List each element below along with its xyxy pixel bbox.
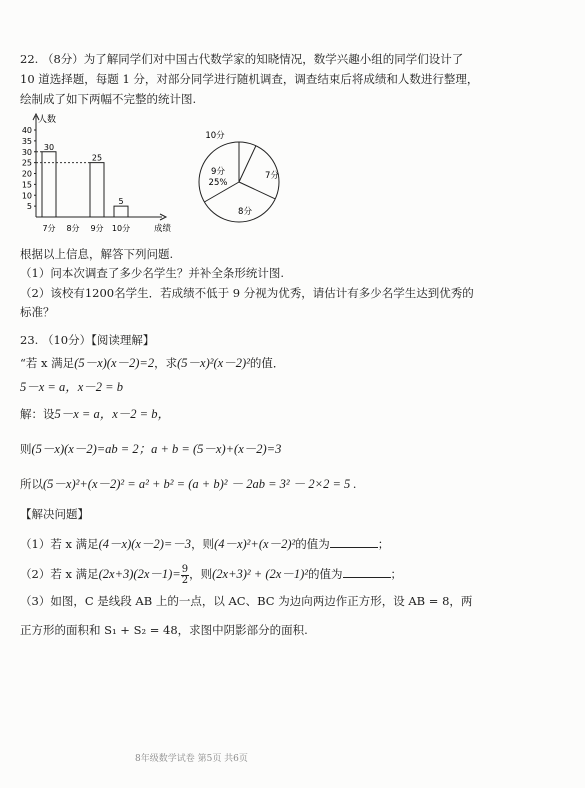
pie-slice-percent: 25% (208, 178, 228, 188)
y-tick-label: 5 (26, 202, 32, 212)
q23-ex-e: 的值． (249, 356, 285, 370)
x-tick-label: 10分 (111, 224, 131, 233)
q22-sub-1: （1）问本次调查了多少名学生？并补全条形统计图. (20, 266, 284, 280)
pie-chart (194, 124, 294, 238)
q23-so-line (20, 477, 357, 492)
y-tick-label: 25 (21, 158, 32, 168)
fraction (181, 565, 189, 586)
q22-line-2: 10 道选择题，每题 1 分，对部分同学进行随机调查，调查结束后将成绩和人数进行整理， (20, 72, 479, 86)
q23-then-a: 则 (20, 442, 32, 456)
bar-data-label: 5 (118, 197, 124, 207)
q22-sub-2b: 标准？ (20, 305, 55, 319)
x-axis-label: 成绩 (154, 224, 172, 234)
q23-so-b: (5－x)²+(x－2)² = a² + b² = (a + b)² － 2ab = 3² － 2×2 = 5 . (43, 477, 357, 491)
q23-ex-b: (5－x)(x－2)=2 (74, 356, 155, 370)
y-axis-label: 人数 (38, 115, 57, 125)
q23-example-line (20, 356, 284, 371)
q23-p1-f: ； (377, 537, 390, 551)
pie-slice-label: 7分 (265, 171, 279, 181)
bar (114, 206, 128, 217)
q23-ex-d: (5－x)²(x－2)² (177, 356, 250, 370)
q23-p2-d: (2x+3)² + (2x－1)² (212, 567, 308, 581)
q23-part-3: （3）如图，C 是线段 AB 上的一点，以 AC、BC 为边向两边作正方形，设 AB = 8，两 (20, 594, 473, 608)
pie-slice-label: 8分 (238, 207, 252, 217)
q23-part-1 (20, 536, 389, 552)
bar-chart (14, 110, 179, 244)
q23-p2-f: ； (390, 567, 402, 581)
q23-p1-e: 的值为 (295, 537, 330, 551)
q23-heading: 23. （10分）【阅读理解】 (20, 333, 155, 347)
q23-part-3b: 正方形的面积和 S₁ + S₂ = 48，求图中阴影部分的面积. (20, 623, 308, 637)
q23-then-line (20, 442, 281, 457)
fraction-denominator: 2 (181, 574, 189, 586)
answer-blank-2[interactable] (343, 566, 391, 578)
x-tick-label: 8分 (66, 224, 80, 233)
y-tick-label: 30 (21, 147, 32, 157)
q23-solve-heading: 【解决问题】 (20, 507, 89, 521)
q23-part-2 (20, 564, 402, 586)
q23-p2-b: (2x+3)(2x－1)= (98, 567, 181, 581)
q23-p1-b: (4－x)(x－2)=－3 (98, 537, 192, 551)
q23-ex-c: ，求 (154, 356, 178, 370)
x-tick-label: 9分 (90, 224, 104, 233)
q23-sol-a: 解：设 (20, 407, 55, 421)
pie-slice-label: 9分 (211, 167, 225, 177)
q23-sol-b: 5－x = a，x－2 = b， (54, 407, 170, 421)
pie-chart-svg (194, 124, 294, 234)
q23-p2-a: （2）若 x 满足 (20, 567, 99, 581)
y-tick-label: 10 (21, 191, 32, 201)
fraction-numerator: 9 (181, 563, 189, 575)
y-tick-label: 15 (21, 180, 32, 190)
q23-p2-c: ，则 (189, 567, 213, 581)
q23-solution-line (20, 407, 170, 422)
y-tick-label: 20 (21, 169, 32, 179)
answer-blank-1[interactable] (330, 536, 378, 548)
q23-set-line: 5－x = a，x－2 = b (20, 380, 123, 394)
bar (42, 152, 56, 217)
pie-slice-divider (239, 146, 256, 182)
bar-data-label: 30 (43, 142, 55, 152)
q22-sub-2: （2）该校有1200名学生．若成绩不低于 9 分视为优秀，请估计有多少名学生达到优秀的 (20, 286, 474, 300)
q23-so-a: 所以 (20, 477, 43, 491)
bar-data-label: 25 (91, 153, 103, 163)
q22-line-1: 22. （8分）为了解同学们对中国古代数学家的知晓情况，数学兴趣小组的同学们设计了 (20, 52, 464, 66)
q22-line-3: 绘制成了如下两幅不完整的统计图. (20, 92, 197, 106)
q23-then-b: (5－x)(x－2)=ab = 2；a + b = (5－x)+(x－2)=3 (31, 442, 282, 456)
q23-p1-d: (4－x)²+(x－2)² (214, 537, 296, 551)
y-tick-label: 40 (21, 126, 32, 135)
q23-p2-e: 的值为 (308, 567, 343, 581)
pie-slice-divider (239, 182, 275, 199)
x-tick-label: 7分 (42, 224, 56, 233)
page-footer: 8年级数学试卷 第5页 共6页 (135, 754, 248, 764)
q22-after-text: 根据以上信息，解答下列问题. (20, 247, 174, 261)
q23-ex-a: “若 x 满足 (20, 356, 75, 370)
bar (90, 163, 104, 217)
pie-slice-label: 10分 (205, 131, 225, 141)
q23-p1-c: ，则 (191, 537, 215, 551)
q23-p1-a: （1）若 x 满足 (20, 537, 99, 551)
bar-chart-svg (14, 110, 179, 240)
y-tick-label: 35 (21, 136, 32, 146)
